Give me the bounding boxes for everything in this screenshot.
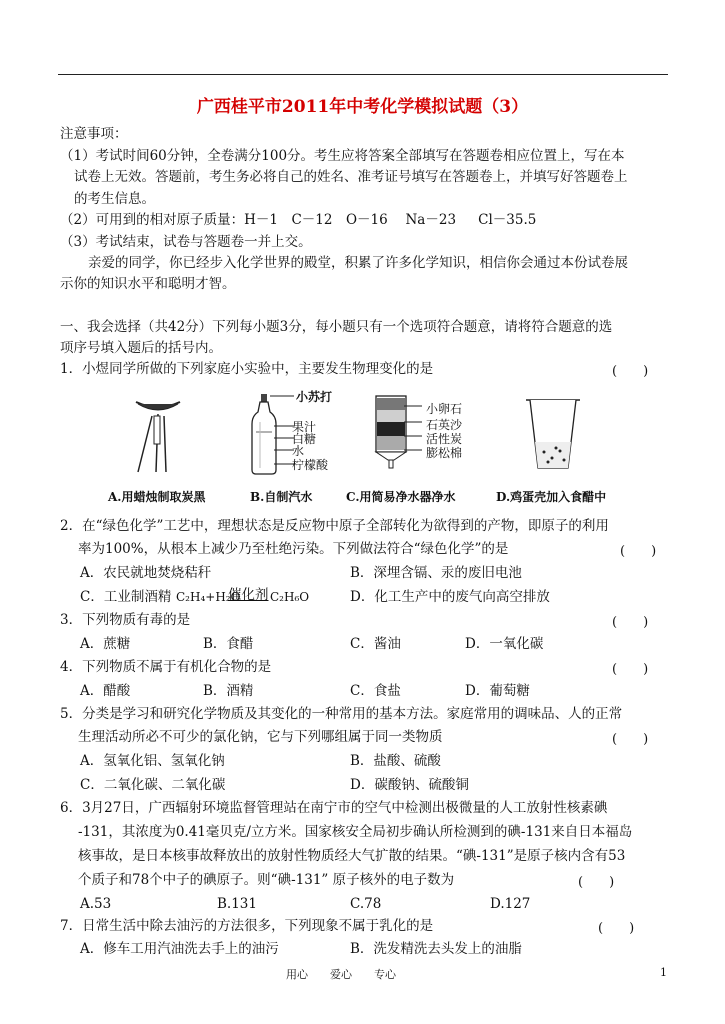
q4-stem: 4．下列物质不属于有机化合物的是 bbox=[60, 659, 272, 675]
q5-answer-paren: ( ) bbox=[612, 732, 649, 747]
q7-answer-paren: ( ) bbox=[598, 921, 635, 936]
q2-option-c-equation-left: C₂H₄+H₂O bbox=[176, 590, 241, 604]
q3-stem: 3．下列物质有毒的是 bbox=[60, 612, 191, 628]
q2-option-c-catalyst: 催化剂 bbox=[228, 587, 269, 603]
q2-line1: 2．在“绿色化学”工艺中，理想状态是反应物中原子全部转化为欲得到的产物，即原子的利用 bbox=[60, 518, 609, 534]
header-rule bbox=[58, 74, 668, 75]
q6-option-c: C.78 bbox=[350, 896, 382, 912]
notice-item1-line3: 的考生信息。 bbox=[74, 191, 155, 207]
label-c2: 石英沙 bbox=[426, 418, 463, 432]
q5-line2: 生理活动所必不可少的氯化钠，它与下列哪组属于同一类物质 bbox=[78, 729, 443, 745]
q6-option-b: B.131 bbox=[217, 896, 257, 912]
q5-option-d: D．碳酸钠、硫酸铜 bbox=[350, 777, 469, 793]
q3-option-b: B．食醋 bbox=[203, 636, 254, 652]
label-b1: 小苏打 bbox=[296, 390, 333, 404]
notice-item1-line1: （1）考试时间60分钟，全卷满分100分。考生应将答案全部填写在答题卷相应位置上，写在本 bbox=[60, 148, 625, 164]
notice-heading: 注意事项： bbox=[60, 126, 128, 142]
q3-option-c: C．酱油 bbox=[350, 636, 401, 652]
q6-option-d: D.127 bbox=[490, 896, 531, 912]
q5-option-c: C．二氧化碳、二氧化碳 bbox=[80, 777, 226, 793]
q2-option-d: D．化工生产中的废气向高空排放 bbox=[350, 589, 550, 605]
section1-line1: 一、我会选择（共42分）下列每小题3分，每小题只有一个选项符合题意，请将符合题意的选 bbox=[60, 319, 613, 335]
q7-option-b: B．洗发精洗去头发上的油脂 bbox=[350, 941, 522, 957]
q5-option-a: A．氢氧化铝、氢氧化钠 bbox=[80, 753, 225, 769]
label-c4: 膨松棉 bbox=[426, 446, 463, 460]
page-number: 1 bbox=[660, 966, 667, 979]
q2-option-c: C．工业制酒精 bbox=[80, 589, 172, 605]
q5-option-b: B．盐酸、硫酸 bbox=[350, 753, 441, 769]
footer-motto: 用心 爱心 专心 bbox=[286, 968, 396, 981]
q2-line2: 率为100%，从根本上减少乃至杜绝污染。下列做法符合“绿色化学”的是 bbox=[78, 541, 509, 557]
q6-answer-paren: ( ) bbox=[578, 875, 615, 890]
q5-line1: 5．分类是学习和研究化学物质及其变化的一种常用的基本方法。家庭常用的调味品、人的正常 bbox=[60, 706, 623, 722]
q2-option-b: B．深埋含镉、汞的废旧电池 bbox=[350, 565, 522, 581]
q2-option-c-equation-right: C₂H₆O bbox=[270, 590, 310, 604]
section1-line2: 项序号填入题后的括号内。 bbox=[60, 340, 222, 356]
q6-option-a: A.53 bbox=[80, 896, 112, 912]
label-b2: 果汁 bbox=[292, 420, 317, 434]
notice-item2: （2）可用到的相对原子质量：H－1 C－12 O－16 Na－23 Cl－35.5 bbox=[60, 212, 537, 228]
q2-option-a: A．农民就地焚烧秸秆 bbox=[80, 565, 212, 581]
q4-option-d: D．葡萄糖 bbox=[465, 683, 530, 699]
notice-item3: （3）考试结束，试卷与答题卷一并上交。 bbox=[60, 234, 312, 250]
q7-stem: 7．日常生活中除去油污的方法很多，下列现象不属于乳化的是 bbox=[60, 918, 434, 934]
label-b5: 柠檬酸 bbox=[292, 458, 329, 472]
caption-a: A.用蜡烛制取炭黑 bbox=[108, 490, 206, 504]
q6-line2: -131，其浓度为0.41毫贝克/立方米。国家核安全局初步确认所检测到的碘-131来自日本福岛 bbox=[78, 824, 633, 840]
q3-option-d: D．一氧化碳 bbox=[465, 636, 544, 652]
figure-c-label-lines bbox=[404, 398, 426, 458]
q6-line1: 6．3月27日，广西辐射环境监督管理站在南宁市的空气中检测出极微量的人工放射性核素碘 bbox=[60, 800, 608, 816]
caption-c: C.用简易净水器净水 bbox=[346, 490, 456, 504]
intro-line2: 示你的知识水平和聪明才智。 bbox=[60, 276, 236, 292]
label-c1: 小卵石 bbox=[426, 402, 463, 416]
q6-line3: 核事故，是日本核事故释放出的放射性物质经大气扩散的结果。“碘-131”是原子核内含有53 bbox=[78, 848, 626, 864]
q1-stem: 1．小煜同学所做的下列家庭小实验中，主要发生物理变化的是 bbox=[60, 361, 434, 377]
q2-answer-paren: ( ) bbox=[620, 544, 657, 559]
q7-option-a: A．修车工用汽油洗去手上的油污 bbox=[80, 941, 279, 957]
q4-option-b: B．酒精 bbox=[203, 683, 254, 699]
label-b3: 白糖 bbox=[292, 432, 317, 446]
q4-answer-paren: ( ) bbox=[612, 662, 649, 677]
label-c3: 活性炭 bbox=[426, 432, 463, 446]
q4-option-a: A．醋酸 bbox=[80, 683, 131, 699]
page-title: 广西桂平市2011年中考化学模拟试题（3） bbox=[196, 97, 529, 117]
figure-d-beaker bbox=[524, 396, 582, 474]
notice-item1-line2: 试卷上无效。答题前，考生务必将自己的姓名、准考证号填写在答题卷上，并填写好答题卷上 bbox=[74, 169, 628, 185]
label-b4: 水 bbox=[292, 444, 305, 458]
figure-a-candle bbox=[128, 394, 188, 474]
caption-b: B.自制汽水 bbox=[250, 490, 313, 504]
caption-d: D.鸡蛋壳加入食醋中 bbox=[496, 490, 607, 504]
q4-option-c: C．食盐 bbox=[350, 683, 401, 699]
q3-answer-paren: ( ) bbox=[612, 615, 649, 630]
intro-line1: 亲爱的同学，你已经步入化学世界的殿堂，积累了许多化学知识，相信你会通过本份试卷展 bbox=[88, 255, 628, 271]
q6-line4: 个质子和78个中子的碘原子。则“碘-131” 原子核外的电子数为 bbox=[78, 872, 455, 888]
q3-option-a: A．蔗糖 bbox=[80, 636, 131, 652]
q1-answer-paren: ( ) bbox=[612, 364, 649, 379]
